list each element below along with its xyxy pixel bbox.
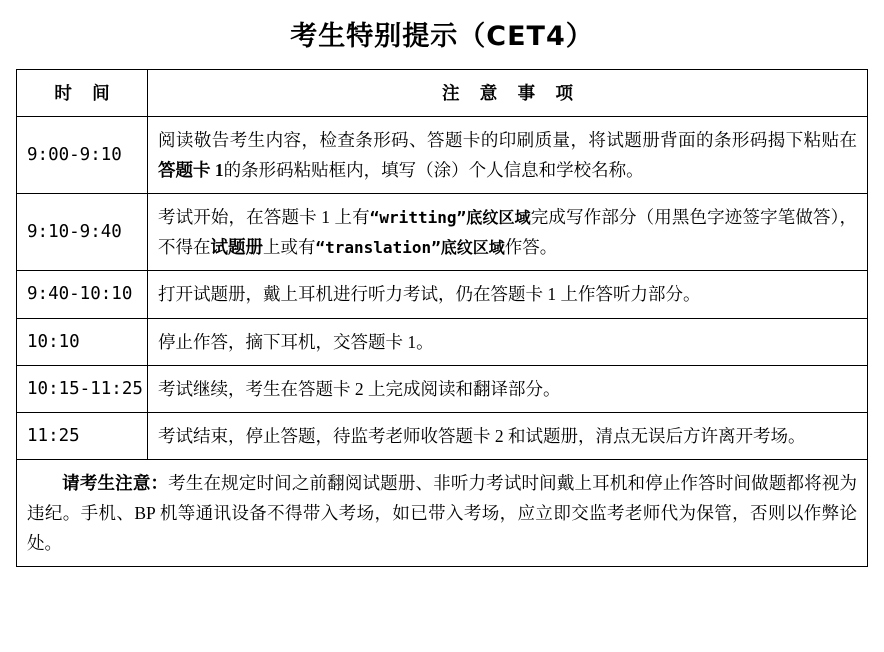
plain-text: 的条形码粘贴框内，填写（涂）个人信息和学校名称。 [223, 160, 644, 181]
cell-footer-note [17, 459, 868, 566]
table-row [17, 318, 868, 365]
table-footer-row [17, 459, 868, 566]
plain-text: 停止作答，摘下耳机，交答题卡 1。 [158, 331, 434, 352]
footer-text: 考生在规定时间之前翻阅试题册、非听力考试时间戴上耳机和停止作答时间做题都将视为违纪。手机、BP 机等通讯设备不得带入考场，如已带入考场，应立即交监考老师代为保管，否则以作弊论处。 [27, 472, 858, 554]
plain-text: 完成写作部分（用黑色字迹签字笔做答），不得在 [158, 207, 857, 258]
cell-time: 10:10 [17, 318, 148, 365]
cell-time: 9:00-9:10 [17, 117, 148, 194]
table-row [17, 365, 868, 412]
table-row [17, 194, 868, 271]
column-header-time: 时 间 [17, 70, 148, 117]
plain-text: 考试开始，在答题卡 1 上有 [158, 207, 370, 228]
plain-text: 作答。 [504, 237, 558, 258]
exam-notice-table [16, 69, 868, 567]
table-row [17, 271, 868, 318]
table-header-row [17, 70, 868, 117]
column-header-notes: 注 意 事 项 [148, 70, 868, 117]
table-row [17, 117, 868, 194]
page-title: 考生特别提示（CET4） [290, 21, 594, 52]
emphasized-text: “writting”底纹区域 [369, 208, 531, 228]
footer-lead-label: 请考生注意： [62, 472, 169, 493]
emphasized-text: 试题册 [210, 237, 263, 258]
emphasized-text: “translation”底纹区域 [315, 238, 505, 258]
table-body [17, 117, 868, 567]
table-row [17, 412, 868, 459]
emphasized-text: 答题卡 1 [158, 160, 224, 181]
cell-note [148, 117, 868, 194]
cell-time: 11:25 [17, 412, 148, 459]
cell-time: 10:15-11:25 [17, 365, 148, 412]
cell-note [148, 271, 868, 318]
plain-text: 打开试题册，戴上耳机进行听力考试，仍在答题卡 1 上作答听力部分。 [158, 284, 701, 305]
cell-note [148, 318, 868, 365]
plain-text: 阅读敬告考生内容，检查条形码、答题卡的印刷质量，将试题册背面的条形码揭下粘贴在 [158, 130, 857, 151]
cell-note [148, 365, 868, 412]
cell-note [148, 194, 868, 271]
cell-time: 9:40-10:10 [17, 271, 148, 318]
plain-text: 考试结束，停止答题，待监考老师收答题卡 2 和试题册，清点无误后方许离开考场。 [158, 425, 806, 446]
cell-time: 9:10-9:40 [17, 194, 148, 271]
plain-text: 考试继续，考生在答题卡 2 上完成阅读和翻译部分。 [158, 378, 561, 399]
cell-note [148, 412, 868, 459]
plain-text: 上或有 [263, 237, 316, 258]
